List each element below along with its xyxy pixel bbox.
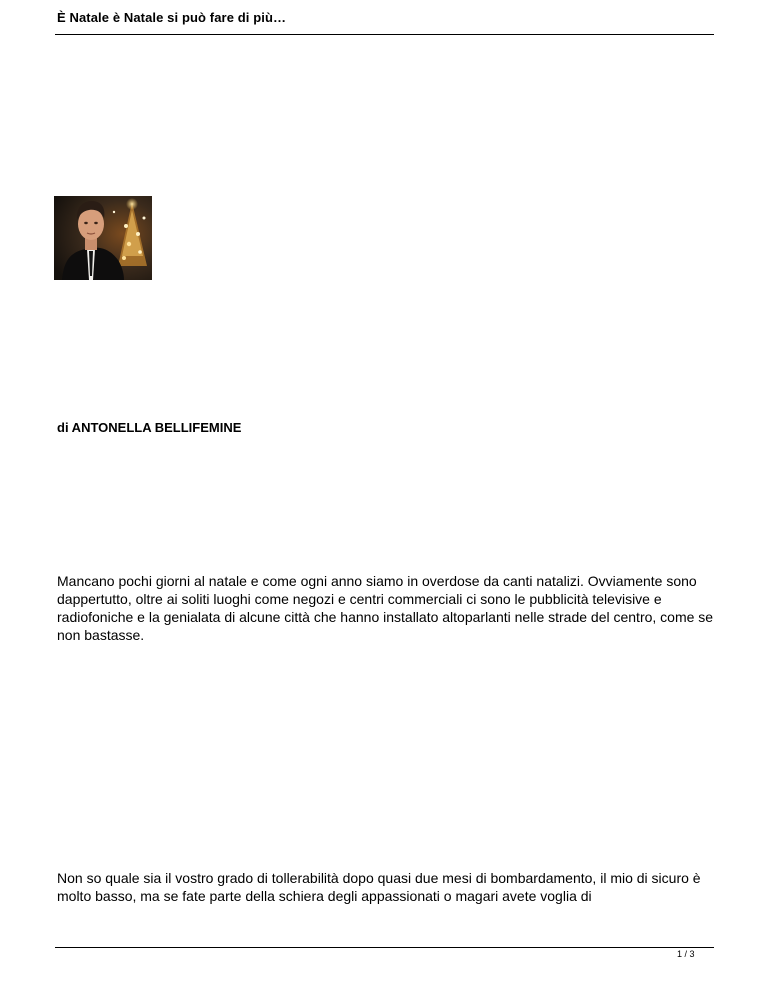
article-paragraph: Non so quale sia il vostro grado di tollerabilità dopo quasi due mesi di bombardamento, il mio di sicuro è molto basso, ma se fate parte della schiera degli appassionati o magari avete voglia di xyxy=(57,870,701,904)
footer-divider xyxy=(55,947,714,948)
article-photo xyxy=(54,196,152,280)
article-paragraph: Mancano pochi giorni al natale e come ogni anno siamo in overdose da canti natalizi. Ovviamente sono dappertutto, oltre ai soliti luoghi come negozi e centri commerciali ci sono le pubblicità televisive e radiofoniche e la genialata di alcune città che hanno installato altoparlanti nelle strade del centro, come se non bastasse. xyxy=(57,573,714,643)
page-title: È Natale è Natale si può fare di più… xyxy=(57,10,287,25)
article-byline: di ANTONELLA BELLIFEMINE xyxy=(57,420,242,435)
page-number: 1 / 3 xyxy=(677,949,695,959)
header-divider xyxy=(55,34,714,35)
